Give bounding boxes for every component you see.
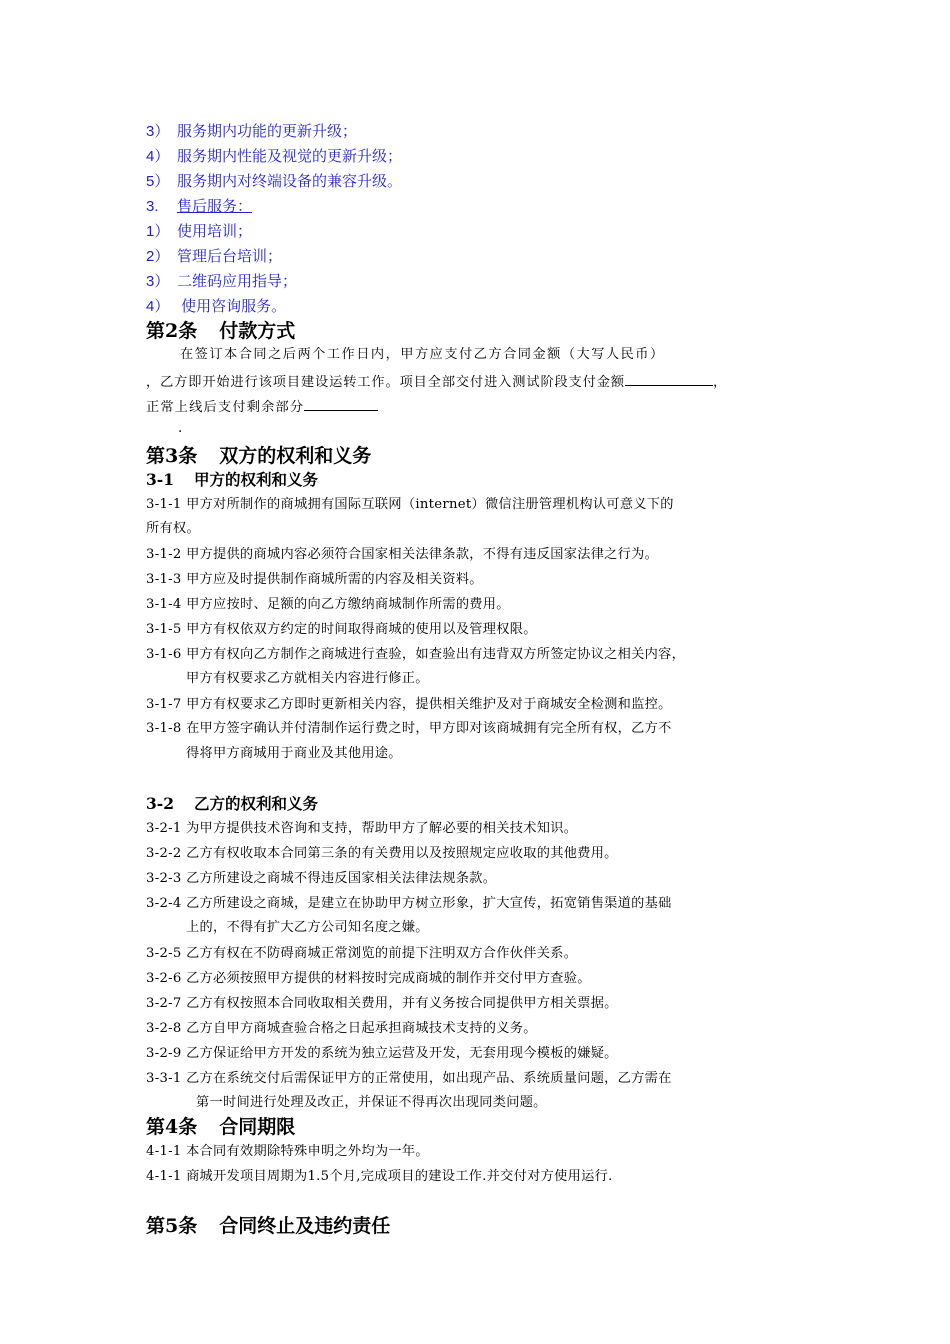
clause-line: 3-2-7 乙方有权按照本合同收取相关费用，并有义务按合同提供甲方相关票据。	[146, 996, 618, 1011]
section-3-2-heading: 3-2 乙方的权利和义务	[146, 794, 319, 813]
service-item: 3） 服务期内功能的更新升级；	[146, 123, 358, 140]
clause-line: 4-1-1 本合同有效期除特殊申明之外均为一年。	[146, 1144, 429, 1159]
payment-paragraph-line: 在签订本合同之后两个工作日内，甲方应支付乙方合同金额（大写人民币）	[180, 347, 665, 362]
clause-line: 3-1-3 甲方应及时提供制作商城所需的内容及相关资料。	[146, 572, 483, 587]
clause-line: 3-1-4 甲方应按时、足额的向乙方缴纳商城制作所需的费用。	[146, 597, 510, 612]
clause-line: 3-2-1 为甲方提供技术咨询和支持，帮助甲方了解必要的相关技术知识。	[146, 821, 578, 836]
clause-line: 3-2-5 乙方有权在不防碍商城正常浏览的前提下注明双方合作伙伴关系。	[146, 946, 578, 961]
clause-line: 4-1-1 商城开发项目周期为1.5个月,完成项目的建设工作.并交付对方使用运行.	[146, 1169, 613, 1184]
article-3-heading: 第3条 双方的权利和义务	[146, 445, 372, 467]
clause-line: 3-2-3 乙方所建设之商城不得违反国家相关法律法规条款。	[146, 871, 497, 886]
article-2-heading: 第2条 付款方式	[146, 320, 296, 342]
remaining-blank	[304, 398, 378, 411]
after-sales-item: 2） 管理后台培训；	[146, 248, 283, 265]
clause-line-cont: 得将甲方商城用于商业及其他用途。	[186, 746, 402, 761]
clause-line: 3-1-7 甲方有权要求乙方即时更新相关内容，提供相关维护及对于商城安全检测和监控。	[146, 697, 672, 712]
clause-line: 3-1-2 甲方提供的商城内容必须符合国家相关法律条款，不得有违反国家法律之行为。	[146, 547, 659, 562]
clause-line-cont: 上的，不得有扩大乙方公司知名度之嫌。	[186, 920, 429, 935]
clause-line: 3-2-6 乙方必须按照甲方提供的材料按时完成商城的制作并交付甲方查验。	[146, 971, 591, 986]
clause-line: 3-2-4 乙方所建设之商城，是建立在协助甲方树立形象，扩大宣传，拓宽销售渠道的基础	[146, 896, 672, 911]
service-item: 5） 服务期内对终端设备的兼容升级。	[146, 173, 403, 190]
section-3-1-heading: 3-1 甲方的权利和义务	[146, 470, 319, 489]
clause-line: 3-2-9 乙方保证给甲方开发的系统为独立运营及开发，无套用现今模板的嫌疑。	[146, 1046, 618, 1061]
payment-paragraph-line: .	[178, 421, 184, 436]
clause-line: 3-1-6 甲方有权向乙方制作之商城进行查验，如查验出有违背双方所签定协议之相关内容，	[146, 647, 686, 662]
clause-line-cont: 甲方有权要求乙方就相关内容进行修正。	[186, 671, 429, 686]
clause-line: 3-1-1 甲方对所制作的商城拥有国际互联网（internet）微信注册管理机构认可意义下的	[146, 497, 674, 512]
payment-paragraph-line: 正常上线后支付剩余部分	[146, 398, 378, 416]
article-4-heading: 第4条 合同期限	[146, 1116, 296, 1138]
article-5-heading: 第5条 合同终止及违约责任	[146, 1215, 391, 1237]
clause-line: 3-3-1 乙方在系统交付后需保证甲方的正常使用，如出现产品、系统质量问题，乙方需在	[146, 1071, 672, 1086]
after-sales-item: 4） 使用咨询服务。	[146, 298, 287, 315]
clause-line: 3-1-8 在甲方签字确认并付清制作运行费之时，甲方即对该商城拥有完全所有权，乙方不	[146, 721, 672, 736]
after-sales-item: 1） 使用培训；	[146, 223, 253, 240]
service-item: 4） 服务期内性能及视觉的更新升级；	[146, 148, 403, 165]
clause-line: 3-2-2 乙方有权收取本合同第三条的有关费用以及按照规定应收取的其他费用。	[146, 846, 618, 861]
clause-line-cont: 第一时间进行处理及改正，并保证不得再次出现同类问题。	[196, 1095, 547, 1110]
payment-paragraph-line: ，乙方即开始进行该项目建设运转工作。项目全部交付进入测试阶段支付金额 ，	[146, 375, 728, 390]
after-sales-heading: 3. 售后服务：	[146, 198, 253, 215]
clause-line-cont: 所有权。	[146, 521, 200, 536]
amount-blank	[625, 373, 713, 386]
clause-line: 3-1-5 甲方有权依双方约定的时间取得商城的使用以及管理权限。	[146, 622, 537, 637]
clause-line: 3-2-8 乙方自甲方商城查验合格之日起承担商城技术支持的义务。	[146, 1021, 537, 1036]
after-sales-item: 3） 二维码应用指导；	[146, 273, 298, 290]
